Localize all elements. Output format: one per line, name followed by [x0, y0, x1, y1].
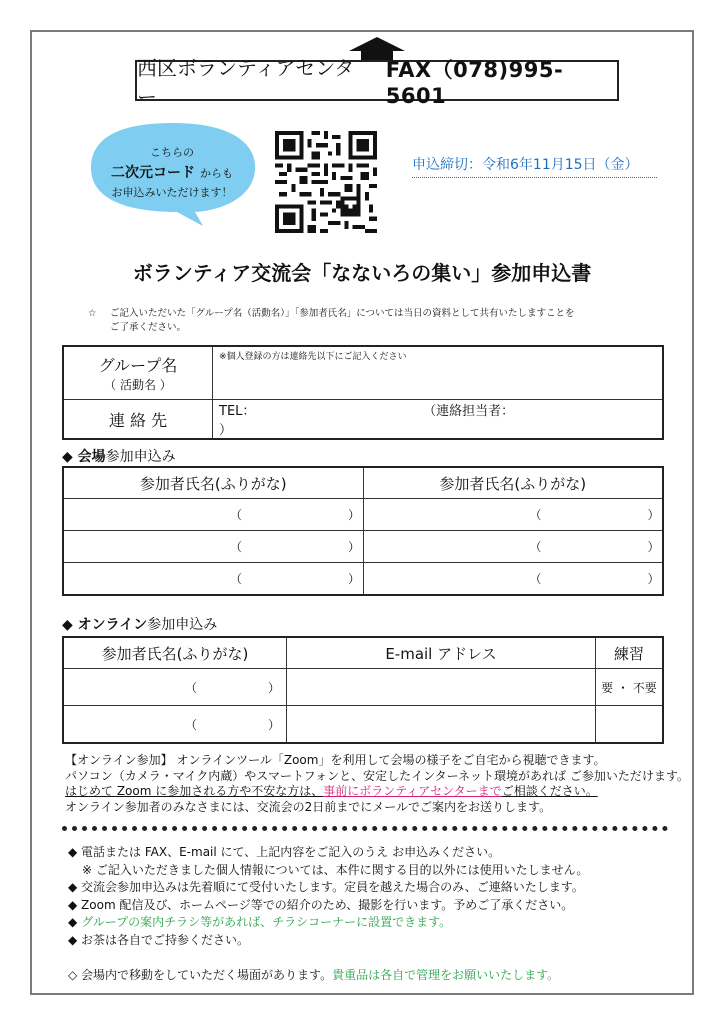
group-info-table: [62, 345, 664, 440]
dotted-divider: [62, 826, 668, 831]
venue-section-heading: [62, 446, 176, 466]
info-line: オンライン参加者のみなさまには、交流会の2日前までにメールでご案内をお送りします。: [65, 799, 552, 814]
practice-choice[interactable]: [596, 706, 664, 744]
venue-col-header-1: 参加者氏名(ふりがな): [63, 467, 363, 499]
group-name-label: グループ名 （ 活動名 ）: [63, 346, 213, 400]
venue-heading-bold: 会場: [77, 449, 106, 465]
fax-box: [135, 55, 619, 109]
fax-center-name: 西区ボランティアセンター: [137, 55, 355, 109]
bubble-text: [92, 143, 252, 202]
info-highlight: 事前にボランティアセンターまで: [323, 784, 502, 798]
list-item: ◆ 交流会参加申込みは先着順にて受付いたします。定員を越えた場合のみ、ご連絡いたします。: [68, 880, 584, 894]
online-email-field[interactable]: [287, 706, 596, 744]
info-line: パソコン（カメラ・マイク内蔵）やスマートフォンと、安定したインターネット環境があれば ご参加いただけます。: [65, 768, 689, 783]
info-line: はじめて Zoom に参加される方や不安な方は、: [65, 784, 324, 798]
online-heading-bold: オンライン: [77, 617, 148, 633]
online-info: [65, 753, 689, 815]
bubble-line3: お申込みいただけます！: [111, 186, 233, 199]
notice-list: [68, 844, 588, 949]
venue-name-field[interactable]: （ ）: [363, 563, 663, 596]
deadline-text: 申込締切：令和6年11月15日（金）: [412, 154, 657, 178]
closing-note: [68, 966, 559, 983]
qr-code-icon[interactable]: [275, 131, 377, 233]
online-name-field[interactable]: （ ）: [63, 706, 287, 744]
group-hint: ※個人登録の方は連絡先以下にご記入ください: [219, 352, 407, 362]
group-name-sublabel: （ 活動名 ）: [104, 378, 172, 392]
venue-participant-table: [62, 466, 664, 596]
online-participant-table: [62, 636, 664, 744]
venue-name-field[interactable]: （ ）: [63, 531, 363, 563]
diamond-icon: ◆: [62, 449, 73, 465]
note-line1: ご記入いただいた「グループ名（活動名）」「参加者氏名」については当日の資料として共有いたしますことを: [110, 308, 575, 319]
star-icon: ☆: [88, 308, 97, 319]
contact-person-close: ）: [219, 423, 233, 438]
closing-note-text: ◇ 会場内で移動をしていただく場面があります。: [68, 968, 333, 982]
contact-field[interactable]: [213, 400, 664, 440]
practice-choice[interactable]: 要 ・ 不要: [596, 669, 664, 706]
list-item: ◆ グループの案内チラシ等があれば、チラシコーナーに設置できます。: [68, 915, 452, 929]
list-item: ◆ お茶は各自でご持参ください。: [68, 932, 250, 947]
online-email-field[interactable]: [287, 669, 596, 706]
bubble-line2: からも: [200, 167, 234, 180]
info-line: 【オンライン参加】 オンラインツール「Zoom」を利用して会場の様子をご自宅から視聴できます。: [65, 753, 606, 767]
group-name-field[interactable]: [213, 346, 664, 400]
list-item: ※ ご記入いただきました個人情報については、本件に関する目的以外には使用いたしません。: [82, 862, 589, 877]
venue-col-header-2: 参加者氏名(ふりがな): [363, 467, 663, 499]
online-col-header-practice: 練習: [596, 637, 664, 669]
venue-name-field[interactable]: （ ）: [63, 563, 363, 596]
bubble-highlight: 二次元コード: [110, 165, 195, 181]
list-item: ◆ 電話または FAX、E-mail にて、上記内容をご記入のうえ お申込みください。: [68, 845, 501, 859]
online-col-header-name: 参加者氏名(ふりがな): [63, 637, 287, 669]
info-line: ご相談ください。: [501, 784, 598, 798]
note-line2: ご了承ください。: [110, 322, 187, 333]
diamond-icon: ◆: [68, 915, 78, 929]
contact-person-label: （連絡担当者：: [423, 404, 515, 419]
closing-note-highlight: 貴重品は各自で管理をお願いいたします。: [332, 968, 560, 982]
online-heading-normal: 参加申込み: [147, 617, 218, 633]
online-section-heading: [62, 614, 217, 634]
online-col-header-email: E-mail アドレス: [287, 637, 596, 669]
contact-label: 連 絡 先: [63, 400, 213, 440]
venue-name-field[interactable]: （ ）: [363, 499, 663, 531]
venue-name-field[interactable]: （ ）: [63, 499, 363, 531]
list-item: ◆ Zoom 配信及び、ホームページ等での紹介のため、撮影を行います。予めご了承ください。: [68, 897, 574, 912]
venue-name-field[interactable]: （ ）: [363, 531, 663, 563]
online-name-field[interactable]: （ ）: [63, 669, 287, 706]
tel-label: TEL：: [219, 404, 256, 419]
fax-number: FAX（078)995-5601: [385, 57, 564, 108]
bubble-line1: こちらの: [150, 146, 194, 159]
venue-heading-normal: 参加申込み: [105, 449, 176, 465]
page-title: ボランティア交流会「なないろの集い」参加申込書: [132, 261, 592, 285]
privacy-note: [88, 307, 575, 335]
diamond-icon: ◆: [62, 617, 73, 633]
